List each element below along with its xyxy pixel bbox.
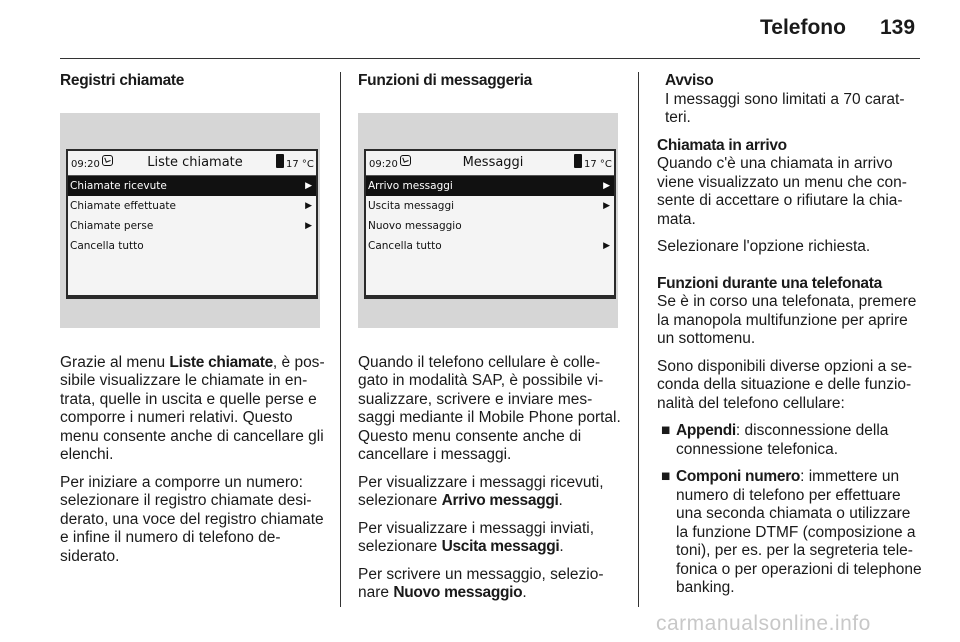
page-header-title: Telefono — [760, 16, 846, 39]
bullet-icon: ■ — [661, 422, 671, 439]
section-heading: Funzioni di messaggeria — [358, 72, 532, 89]
body-paragraph: Per visualizzare i messaggi ricevuti, selezionare Arrivo messaggi. — [358, 473, 604, 509]
screen-photo — [358, 113, 618, 328]
screen-temperature: 17 °C — [584, 158, 612, 170]
body-paragraph: Per iniziare a comporre un numero: selezionare il registro chiamate desiderato, una voce del registro chiamate e infine il numero di telefono desiderato. — [60, 473, 324, 565]
column-divider — [340, 72, 341, 607]
body-paragraph: Quando c'è una chiamata in arrivo viene visualizzato un menu che consente di accettare o rifiutare la chiamata. — [657, 155, 907, 228]
clock-icon — [400, 155, 411, 166]
body-paragraph: Quando il telefono cellulare è collegato in modalità SAP, è possibile visualizzare, scrivere e inviare messaggi mediante il Mobile Phone portal. Questo menu consente anche di cancellare i messaggi. — [358, 353, 621, 463]
screen-menu-item: Chiamate perse ▶ — [68, 216, 316, 236]
screen-menu-item: Chiamate effettuate ▶ — [68, 196, 316, 216]
screen-time: 09:20 — [369, 158, 398, 170]
phone-icon — [276, 154, 284, 168]
column-calls — [657, 72, 923, 607]
body-paragraph: Sono disponibili diverse opzioni a seconda della situazione e delle funzionalità del telefono cellulare: — [657, 357, 913, 412]
bullet-icon: ■ — [661, 468, 671, 485]
watermark: carmanualsonline.info — [656, 612, 871, 635]
note-text: I messaggi sono limitati a 70 caratteri. — [665, 90, 905, 126]
screen-menu-item: Cancella tutto ▶ — [366, 236, 614, 256]
page-number: 139 — [880, 16, 916, 39]
chevron-right-icon: ▶ — [305, 180, 312, 191]
screen-menu-item: Arrivo messaggi ▶ — [366, 176, 614, 196]
chevron-right-icon: ▶ — [603, 180, 610, 191]
column-messaging — [358, 72, 624, 612]
chevron-right-icon: ▶ — [305, 220, 312, 231]
column-call-logs — [60, 72, 326, 575]
chevron-right-icon: ▶ — [603, 200, 610, 211]
note-box — [657, 72, 923, 128]
screen-status-bar — [366, 151, 614, 176]
chevron-right-icon: ▶ — [603, 240, 610, 251]
screen-menu-item: Chiamate ricevute ▶ — [68, 176, 316, 196]
display-screen — [364, 149, 616, 299]
section-heading: Registri chiamate — [60, 72, 185, 89]
body-paragraph: Grazie al menu Liste chiamate, è possibile visualizzare le chiamate in entrata, quelle in uscita e quelle perse e comporre i numeri relativi. Questo menu consente anche di cancellare gli elenchi. — [60, 353, 325, 463]
body-paragraph: Per visualizzare i messaggi inviati, selezionare Uscita messaggi. — [358, 519, 595, 555]
screen-title: Messaggi — [462, 154, 524, 170]
body-paragraph: Selezionare l'opzione richiesta. — [657, 238, 871, 255]
screen-menu-item: Uscita messaggi ▶ — [366, 196, 614, 216]
section-heading: Chiamata in arrivo — [657, 136, 787, 154]
phone-icon — [574, 154, 582, 168]
section-heading: Funzioni durante una telefonata — [657, 274, 882, 292]
bullet-item: ■ Componi numero: immettere un numero di telefono per effettuare una seconda chiamata o utilizzare la funzione DTMF (composizione a toni), per es. per la segreteria telefonica o per operazioni di telephone banking. — [661, 468, 922, 596]
screen-status-bar — [68, 151, 316, 176]
screen-title: Liste chiamate — [147, 154, 243, 170]
header-rule — [60, 58, 920, 59]
screen-photo — [60, 113, 320, 328]
screen-menu-item: Nuovo messaggio — [368, 219, 462, 232]
screen-time: 09:20 — [71, 158, 100, 170]
chevron-right-icon: ▶ — [305, 200, 312, 211]
note-title: Avviso — [665, 72, 714, 89]
display-screen — [66, 149, 318, 299]
bullet-item: ■ Appendi: disconnessione della connessione telefonica. — [661, 422, 889, 458]
column-divider — [638, 72, 639, 607]
screen-menu-item: Cancella tutto — [70, 239, 144, 252]
clock-icon — [102, 155, 113, 166]
body-paragraph: Se è in corso una telefonata, premere la manopola multifunzione per aprire un sottomenu. — [657, 293, 917, 347]
screen-temperature: 17 °C — [286, 158, 314, 170]
body-paragraph: Per scrivere un messaggio, selezionare Nuovo messaggio. — [358, 565, 604, 601]
